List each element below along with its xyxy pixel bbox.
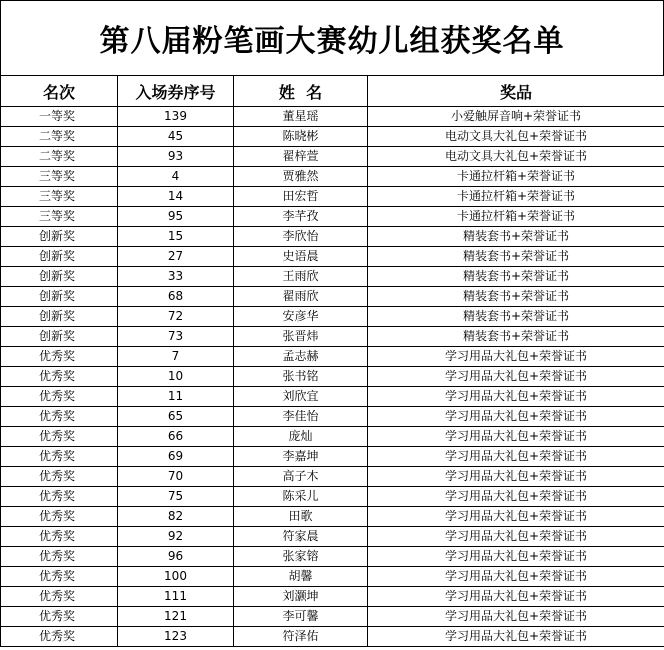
ticket-cell: 10 [118, 367, 234, 387]
name-cell: 董星瑶 [234, 107, 368, 127]
ticket-cell: 72 [118, 307, 234, 327]
name-cell: 李芊孜 [234, 207, 368, 227]
name-cell: 符家晨 [234, 527, 368, 547]
prize-cell: 学习用品大礼包+荣誉证书 [368, 487, 664, 507]
rank-cell: 创新奖 [1, 227, 118, 247]
prize-cell: 学习用品大礼包+荣誉证书 [368, 367, 664, 387]
ticket-cell: 14 [118, 187, 234, 207]
table-row [1, 407, 664, 427]
name-cell: 李佳怡 [234, 407, 368, 427]
ticket-cell: 7 [118, 347, 234, 367]
name-cell: 翟雨欣 [234, 287, 368, 307]
prize-cell: 精装套书+荣誉证书 [368, 287, 664, 307]
prize-cell: 精装套书+荣誉证书 [368, 227, 664, 247]
name-cell: 安彦华 [234, 307, 368, 327]
table-row [1, 427, 664, 447]
table-row [1, 227, 664, 247]
name-cell: 庞灿 [234, 427, 368, 447]
rank-cell: 优秀奖 [1, 627, 118, 647]
rank-cell: 三等奖 [1, 187, 118, 207]
table-row [1, 187, 664, 207]
rank-cell: 二等奖 [1, 127, 118, 147]
name-cell: 张晋炜 [234, 327, 368, 347]
rank-cell: 优秀奖 [1, 587, 118, 607]
rank-cell: 优秀奖 [1, 567, 118, 587]
prize-cell: 小爱触屏音响+荣誉证书 [368, 107, 664, 127]
rank-cell: 创新奖 [1, 307, 118, 327]
rank-cell: 优秀奖 [1, 427, 118, 447]
rank-cell: 优秀奖 [1, 487, 118, 507]
table-row [1, 167, 664, 187]
name-cell: 王雨欣 [234, 267, 368, 287]
prize-cell: 学习用品大礼包+荣誉证书 [368, 547, 664, 567]
ticket-cell: 111 [118, 587, 234, 607]
prize-cell: 学习用品大礼包+荣誉证书 [368, 627, 664, 647]
table-row [1, 287, 664, 307]
rank-cell: 一等奖 [1, 107, 118, 127]
header-prize: 奖品 [368, 76, 664, 107]
prize-cell: 精装套书+荣誉证书 [368, 307, 664, 327]
table-row [1, 467, 664, 487]
name-cell: 刘欣宜 [234, 387, 368, 407]
prize-cell: 学习用品大礼包+荣誉证书 [368, 467, 664, 487]
ticket-cell: 15 [118, 227, 234, 247]
ticket-cell: 93 [118, 147, 234, 167]
table-row [1, 307, 664, 327]
ticket-cell: 139 [118, 107, 234, 127]
ticket-cell: 33 [118, 267, 234, 287]
rank-cell: 优秀奖 [1, 547, 118, 567]
table-row [1, 147, 664, 167]
ticket-cell: 65 [118, 407, 234, 427]
ticket-cell: 45 [118, 127, 234, 147]
ticket-cell: 121 [118, 607, 234, 627]
prize-cell: 学习用品大礼包+荣誉证书 [368, 427, 664, 447]
name-cell: 刘灏坤 [234, 587, 368, 607]
rank-cell: 二等奖 [1, 147, 118, 167]
name-cell: 孟志赫 [234, 347, 368, 367]
table-row [1, 247, 664, 267]
table-row [1, 567, 664, 587]
name-cell: 张家镕 [234, 547, 368, 567]
rank-cell: 优秀奖 [1, 527, 118, 547]
ticket-cell: 4 [118, 167, 234, 187]
table-body [1, 107, 664, 647]
ticket-cell: 66 [118, 427, 234, 447]
rank-cell: 优秀奖 [1, 347, 118, 367]
rank-cell: 三等奖 [1, 167, 118, 187]
ticket-cell: 70 [118, 467, 234, 487]
prize-cell: 学习用品大礼包+荣誉证书 [368, 407, 664, 427]
ticket-cell: 73 [118, 327, 234, 347]
prize-cell: 精装套书+荣誉证书 [368, 327, 664, 347]
rank-cell: 创新奖 [1, 267, 118, 287]
rank-cell: 优秀奖 [1, 447, 118, 467]
prize-cell: 学习用品大礼包+荣誉证书 [368, 527, 664, 547]
name-cell: 张书铭 [234, 367, 368, 387]
rank-cell: 优秀奖 [1, 507, 118, 527]
name-cell: 翟梓萱 [234, 147, 368, 167]
ticket-cell: 123 [118, 627, 234, 647]
table-row [1, 107, 664, 127]
ticket-cell: 68 [118, 287, 234, 307]
header-ticket: 入场券序号 [118, 76, 234, 107]
award-table [0, 75, 664, 647]
name-cell: 陈采儿 [234, 487, 368, 507]
ticket-cell: 27 [118, 247, 234, 267]
name-cell: 李可馨 [234, 607, 368, 627]
table-row [1, 327, 664, 347]
prize-cell: 学习用品大礼包+荣誉证书 [368, 607, 664, 627]
name-cell: 胡馨 [234, 567, 368, 587]
table-row [1, 627, 664, 647]
prize-cell: 学习用品大礼包+荣誉证书 [368, 587, 664, 607]
name-cell: 贾雅然 [234, 167, 368, 187]
ticket-cell: 95 [118, 207, 234, 227]
header-name: 姓 名 [234, 76, 368, 107]
rank-cell: 优秀奖 [1, 407, 118, 427]
ticket-cell: 100 [118, 567, 234, 587]
rank-cell: 优秀奖 [1, 367, 118, 387]
table-row [1, 267, 664, 287]
rank-cell: 优秀奖 [1, 607, 118, 627]
rank-cell: 创新奖 [1, 327, 118, 347]
table-row [1, 447, 664, 467]
table-row [1, 527, 664, 547]
table-header-row [1, 76, 664, 107]
name-cell: 李嘉坤 [234, 447, 368, 467]
table-row [1, 347, 664, 367]
table-row [1, 127, 664, 147]
table-row [1, 387, 664, 407]
table-row [1, 587, 664, 607]
page-title: 第八届粉笔画大赛幼儿组获奖名单 [0, 0, 664, 75]
prize-cell: 学习用品大礼包+荣誉证书 [368, 347, 664, 367]
name-cell: 陈晓彬 [234, 127, 368, 147]
prize-cell: 学习用品大礼包+荣誉证书 [368, 387, 664, 407]
ticket-cell: 82 [118, 507, 234, 527]
table-row [1, 367, 664, 387]
ticket-cell: 92 [118, 527, 234, 547]
table-row [1, 207, 664, 227]
ticket-cell: 11 [118, 387, 234, 407]
ticket-cell: 96 [118, 547, 234, 567]
prize-cell: 电动文具大礼包+荣誉证书 [368, 147, 664, 167]
rank-cell: 优秀奖 [1, 387, 118, 407]
rank-cell: 创新奖 [1, 287, 118, 307]
rank-cell: 三等奖 [1, 207, 118, 227]
ticket-cell: 69 [118, 447, 234, 467]
name-cell: 田歌 [234, 507, 368, 527]
prize-cell: 学习用品大礼包+荣誉证书 [368, 567, 664, 587]
prize-cell: 卡通拉杆箱+荣誉证书 [368, 207, 664, 227]
prize-cell: 学习用品大礼包+荣誉证书 [368, 447, 664, 467]
name-cell: 高子木 [234, 467, 368, 487]
rank-cell: 创新奖 [1, 247, 118, 267]
rank-cell: 优秀奖 [1, 467, 118, 487]
name-cell: 史语晨 [234, 247, 368, 267]
ticket-cell: 75 [118, 487, 234, 507]
prize-cell: 精装套书+荣誉证书 [368, 267, 664, 287]
name-cell: 符泽佑 [234, 627, 368, 647]
prize-cell: 卡通拉杆箱+荣誉证书 [368, 187, 664, 207]
prize-cell: 精装套书+荣誉证书 [368, 247, 664, 267]
name-cell: 田宏哲 [234, 187, 368, 207]
header-rank: 名次 [1, 76, 118, 107]
table-row [1, 547, 664, 567]
table-row [1, 487, 664, 507]
table-row [1, 607, 664, 627]
prize-cell: 学习用品大礼包+荣誉证书 [368, 507, 664, 527]
table-row [1, 507, 664, 527]
prize-cell: 卡通拉杆箱+荣誉证书 [368, 167, 664, 187]
prize-cell: 电动文具大礼包+荣誉证书 [368, 127, 664, 147]
name-cell: 李欣怡 [234, 227, 368, 247]
